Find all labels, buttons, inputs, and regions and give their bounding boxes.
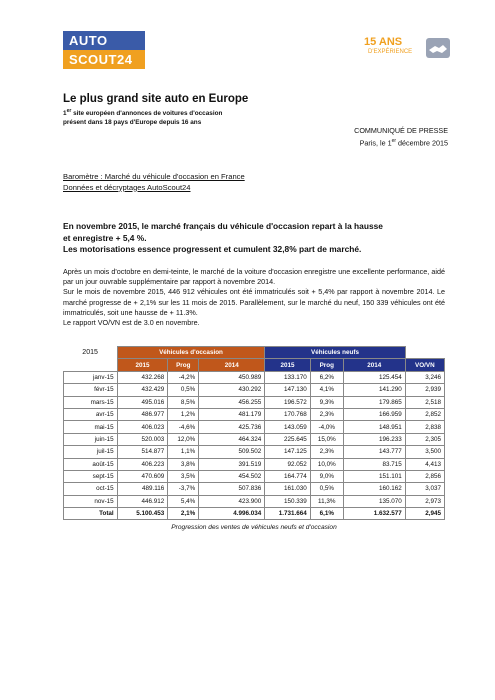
table-cell: 9,3% [310, 396, 343, 408]
press-date-sup: er [391, 138, 397, 144]
lead-line2: et enregistre + 5,4 %. [63, 232, 147, 243]
table-cell: 151.101 [343, 470, 405, 482]
table-row [64, 396, 445, 408]
table-cell: 470.609 [117, 470, 168, 482]
table-cell: 425.736 [199, 421, 265, 433]
table-row [64, 483, 445, 495]
table-cell: 2,945 [405, 508, 444, 520]
column-header: 2015 [117, 359, 168, 371]
table-cell: 423.900 [199, 495, 265, 507]
lead-line1: En novembre 2015, le marché français du véhicule d'occasion repart à la hausse [63, 221, 383, 231]
table-cell: 4,1% [310, 384, 343, 396]
column-header: 2014 [199, 359, 265, 371]
table-row [64, 458, 445, 470]
table-cell: 481.179 [199, 408, 265, 420]
anniversary-title: 15 ANS [364, 36, 403, 48]
table-cell: 10,0% [310, 458, 343, 470]
autoscout24-logo [63, 31, 145, 69]
table-cell: 147.125 [265, 446, 310, 458]
group-header-blank [405, 347, 444, 359]
table-cell: 464.324 [199, 433, 265, 445]
table-cell: 3,037 [405, 483, 444, 495]
table-column-header-row [64, 359, 445, 371]
table-cell: 2,973 [405, 495, 444, 507]
table-cell-month: nov-15 [64, 495, 118, 507]
table-cell: 489.116 [117, 483, 168, 495]
table-row [64, 421, 445, 433]
table-year: 2015 [82, 349, 98, 357]
handshake-icon [426, 38, 450, 58]
table-cell: 4.996.034 [199, 508, 265, 520]
table-cell: 9,0% [310, 470, 343, 482]
table-cell-month: févr-15 [64, 384, 118, 396]
logo-bottom-text: SCOUT24 [63, 50, 145, 69]
table-cell: 196.572 [265, 396, 310, 408]
rank-sup: er [66, 108, 72, 114]
table-cell: 454.502 [199, 470, 265, 482]
table-cell: 3,8% [168, 458, 199, 470]
group-header-neufs: Véhicules neufs [265, 347, 405, 359]
table-cell: 406.223 [117, 458, 168, 470]
table-cell: 456.255 [199, 396, 265, 408]
press-date-prefix: Paris, le 1 [359, 138, 392, 148]
table-cell: 0,5% [310, 483, 343, 495]
table-cell: 150.339 [265, 495, 310, 507]
group-header-occasion: Véhicules d'occasion [117, 347, 265, 359]
table-cell-month: janv-15 [64, 371, 118, 383]
table-cell-month: août-15 [64, 458, 118, 470]
table-cell-month: mai-15 [64, 421, 118, 433]
table-cell: 1,1% [168, 446, 199, 458]
table-cell: 196.233 [343, 433, 405, 445]
press-release-block [354, 126, 448, 148]
table-cell: 166.959 [343, 408, 405, 420]
table-cell: 2,856 [405, 470, 444, 482]
table-cell: 0,5% [168, 384, 199, 396]
subtitle-line1: site européen d'annonces de voitures d'occasion [71, 110, 223, 118]
lead-line3: Les motorisations essence progressent et cumulent 32,8% part de marché. [63, 244, 362, 254]
table-cell: 170.768 [265, 408, 310, 420]
table-cell: 2,939 [405, 384, 444, 396]
table-cell: 135.070 [343, 495, 405, 507]
column-header: VO/VN [405, 359, 444, 371]
table-cell: 406.023 [117, 421, 168, 433]
table-group-header-row [64, 347, 445, 359]
table-cell: 2,1% [168, 508, 199, 520]
table-cell: 83.715 [343, 458, 405, 470]
table-cell: 446.912 [117, 495, 168, 507]
table-total-row [64, 508, 445, 520]
table-cell: 430.292 [199, 384, 265, 396]
table-row [64, 446, 445, 458]
table-cell: 5,4% [168, 495, 199, 507]
table-cell: 3,5% [168, 470, 199, 482]
table-cell: 92.052 [265, 458, 310, 470]
table-cell: 225.645 [265, 433, 310, 445]
table-cell: 2,3% [310, 446, 343, 458]
table-cell: 143.777 [343, 446, 405, 458]
sales-table [63, 346, 445, 520]
table-cell: 2,852 [405, 408, 444, 420]
column-header: Prog [310, 359, 343, 371]
table-cell: 2,838 [405, 421, 444, 433]
table-cell: 2,518 [405, 396, 444, 408]
table-cell: 161.030 [265, 483, 310, 495]
table-cell: 141.290 [343, 384, 405, 396]
table-cell-month: juil-15 [64, 446, 118, 458]
table-caption: Progression des ventes de véhicules neufs et d'occasion [171, 524, 337, 531]
table-cell-month: mars-15 [64, 396, 118, 408]
table-cell: 6,1% [310, 508, 343, 520]
lead-paragraph [63, 221, 443, 256]
table-cell-month: juin-15 [64, 433, 118, 445]
table-cell: 450.989 [199, 371, 265, 383]
table-cell: 507.836 [199, 483, 265, 495]
table-row [64, 408, 445, 420]
body-paragraph-2: Sur le mois de novembre 2015, 446 912 véhicules ont été immatriculés soit + 5,4% par rapport à novembre 2014. Le marché progresse de + 2,1% sur les 11 mois de 2015. Parallèlement, sur le marché du neuf, 150 339 véhicules ont été immatriculés, soit une hausse de + 11.3%. [63, 287, 445, 317]
press-label: COMMUNIQUÉ DE PRESSE [354, 126, 448, 135]
table-cell: 1.731.664 [265, 508, 310, 520]
table-cell: 148.951 [343, 421, 405, 433]
table-cell: 15,0% [310, 433, 343, 445]
table-cell: 179.865 [343, 396, 405, 408]
table-row [64, 384, 445, 396]
page-title: Le plus grand site auto en Europe [63, 93, 249, 105]
table-cell-month: sept-15 [64, 470, 118, 482]
table-cell: 520.003 [117, 433, 168, 445]
column-header: 2014 [343, 359, 405, 371]
column-header: 2015 [265, 359, 310, 371]
table-cell: 160.162 [343, 483, 405, 495]
body-text [63, 267, 445, 328]
body-paragraph-3: Le rapport VO/VN est de 3.0 en novembre. [63, 318, 200, 328]
table-cell: 5.100.453 [117, 508, 168, 520]
barometer-source: Données et décryptages AutoScout24 [63, 182, 191, 192]
table-cell: 486.977 [117, 408, 168, 420]
table-cell: 8,5% [168, 396, 199, 408]
column-header: Prog [168, 359, 199, 371]
table-cell: 432.268 [117, 371, 168, 383]
table-cell: 2,3% [310, 408, 343, 420]
table-row [64, 495, 445, 507]
table-cell: 3,246 [405, 371, 444, 383]
rank-number: 1 [63, 110, 67, 118]
anniversary-subtitle: D'EXPÉRIENCE [368, 49, 413, 55]
table-cell: -4,0% [310, 421, 343, 433]
table-body [64, 371, 445, 520]
table-cell: 12,0% [168, 433, 199, 445]
table-cell: 1.632.577 [343, 508, 405, 520]
press-date [354, 136, 448, 148]
table-row [64, 433, 445, 445]
table-cell-month: Total [64, 508, 118, 520]
table-cell: 391.519 [199, 458, 265, 470]
table-cell: -4,2% [168, 371, 199, 383]
table-cell: 143.059 [265, 421, 310, 433]
press-date-suffix: décembre 2015 [396, 138, 448, 148]
barometer-block [63, 172, 245, 193]
intro-subtitle [63, 107, 283, 127]
table-cell: 2,305 [405, 433, 444, 445]
barometer-title: Baromètre : Marché du véhicule d'occasion en France [63, 172, 245, 181]
logo-top-text: AUTO [63, 31, 145, 50]
table-cell: 509.502 [199, 446, 265, 458]
table-cell: 1,2% [168, 408, 199, 420]
table-cell: 133.170 [265, 371, 310, 383]
table-cell: -3,7% [168, 483, 199, 495]
table-cell: 125.454 [343, 371, 405, 383]
table-row [64, 470, 445, 482]
table-cell: 164.774 [265, 470, 310, 482]
table-cell: 6,2% [310, 371, 343, 383]
table-row [64, 371, 445, 383]
table-cell: 4,413 [405, 458, 444, 470]
table-cell: -4,6% [168, 421, 199, 433]
table-cell: 432.429 [117, 384, 168, 396]
table-cell-month: avr-15 [64, 408, 118, 420]
table-cell: 11,3% [310, 495, 343, 507]
anniversary-badge [364, 36, 450, 66]
body-paragraph-1: Après un mois d'octobre en demi-teinte, le marché de la voiture d'occasion enregistre une excellente performance, aidé par un jour ouvrable supplémentaire par rapport à novembre 2014. [63, 267, 445, 287]
table-cell-month: oct-15 [64, 483, 118, 495]
column-header-blank [64, 359, 118, 371]
subtitle-line2: présent dans 18 pays d'Europe depuis 16 ans [63, 118, 202, 126]
table-cell: 3,500 [405, 446, 444, 458]
table-cell: 514.877 [117, 446, 168, 458]
table-cell: 495.016 [117, 396, 168, 408]
table-cell: 147.130 [265, 384, 310, 396]
